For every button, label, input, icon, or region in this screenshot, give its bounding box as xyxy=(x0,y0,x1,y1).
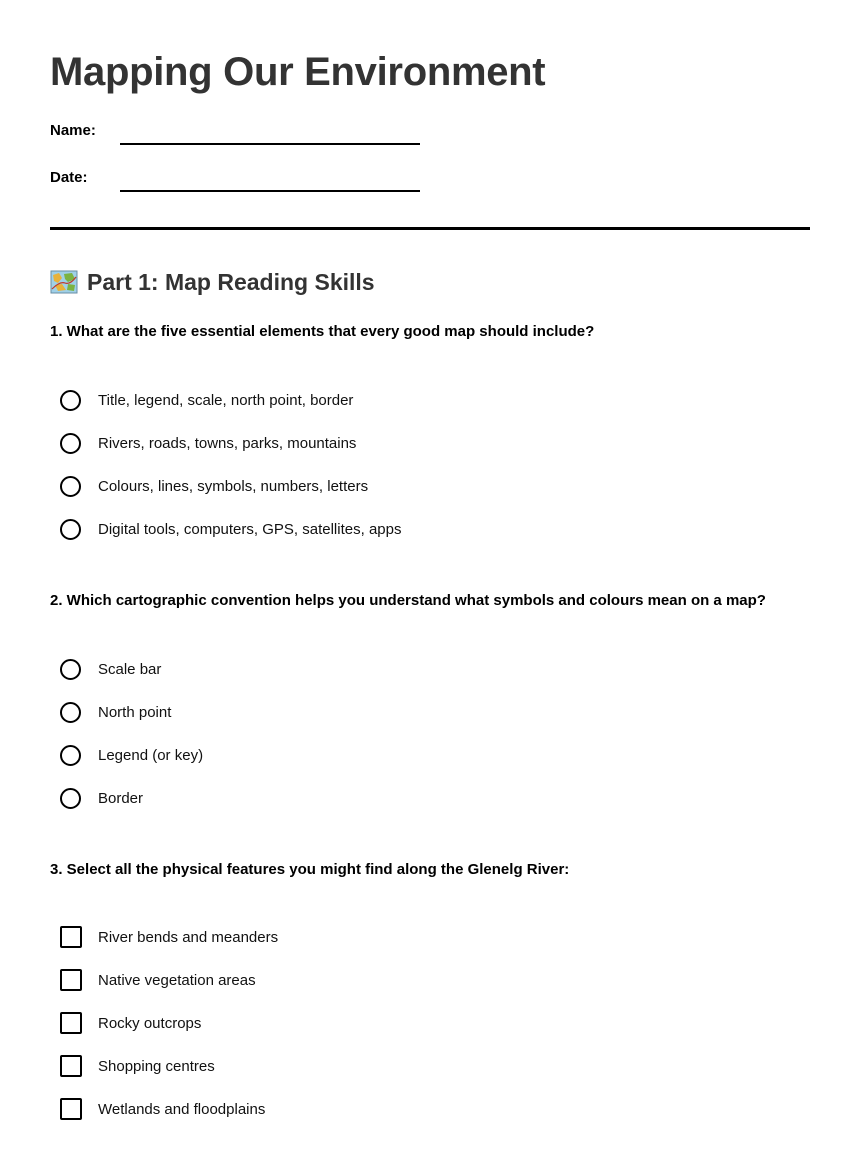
checkbox[interactable] xyxy=(60,1012,82,1034)
date-field[interactable] xyxy=(50,167,420,197)
question-1: 1. What are the five essential elements that every good map should include? xyxy=(50,323,595,340)
radio-button[interactable] xyxy=(60,519,81,540)
checkbox[interactable] xyxy=(60,1055,82,1077)
q2-option-1[interactable] xyxy=(60,656,161,682)
option-label: Native vegetation areas xyxy=(98,971,256,989)
question-2: 2. Which cartographic convention helps you understand what symbols and colours mean on a map? xyxy=(50,592,766,609)
q1-option-3[interactable] xyxy=(60,473,368,499)
radio-button[interactable] xyxy=(60,476,81,497)
checkbox[interactable] xyxy=(60,969,82,991)
map-icon xyxy=(50,269,78,295)
name-label: Name: xyxy=(50,122,96,139)
q3-option-1[interactable] xyxy=(60,924,278,950)
page-title: Mapping Our Environment xyxy=(50,50,546,94)
checkbox[interactable] xyxy=(60,1098,82,1120)
q1-option-1[interactable] xyxy=(60,387,353,413)
q1-option-2[interactable] xyxy=(60,430,356,456)
header-divider xyxy=(50,227,810,230)
radio-button[interactable] xyxy=(60,390,81,411)
question-3: 3. Select all the physical features you might find along the Glenelg River: xyxy=(50,861,570,878)
name-field[interactable] xyxy=(50,120,420,150)
option-label: River bends and meanders xyxy=(98,928,279,946)
q3-option-4[interactable] xyxy=(60,1053,215,1079)
q3-option-5[interactable] xyxy=(60,1096,265,1122)
radio-button[interactable] xyxy=(60,659,81,680)
q2-option-3[interactable] xyxy=(60,742,203,768)
q2-option-2[interactable] xyxy=(60,699,171,725)
option-label: North point xyxy=(98,703,172,721)
radio-button[interactable] xyxy=(60,788,81,809)
name-input-line[interactable] xyxy=(120,143,420,145)
option-label: Legend (or key) xyxy=(98,746,204,764)
q1-option-4[interactable] xyxy=(60,516,401,542)
q2-option-4[interactable] xyxy=(60,785,143,811)
option-label: Scale bar xyxy=(98,660,162,678)
option-label: Digital tools, computers, GPS, satellites, apps xyxy=(98,520,402,538)
option-label: Border xyxy=(98,789,144,807)
q3-option-2[interactable] xyxy=(60,967,256,993)
part-1-heading xyxy=(50,267,375,297)
date-label: Date: xyxy=(50,169,88,186)
checkbox[interactable] xyxy=(60,926,82,948)
part-1-title: Part 1: Map Reading Skills xyxy=(87,268,375,295)
option-label: Wetlands and floodplains xyxy=(98,1100,266,1118)
radio-button[interactable] xyxy=(60,702,81,723)
radio-button[interactable] xyxy=(60,433,81,454)
q3-option-3[interactable] xyxy=(60,1010,201,1036)
option-label: Colours, lines, symbols, numbers, letters xyxy=(98,477,369,495)
radio-button[interactable] xyxy=(60,745,81,766)
option-label: Rocky outcrops xyxy=(98,1014,202,1032)
option-label: Title, legend, scale, north point, border xyxy=(98,391,354,409)
option-label: Shopping centres xyxy=(98,1057,215,1075)
date-input-line[interactable] xyxy=(120,190,420,192)
option-label: Rivers, roads, towns, parks, mountains xyxy=(98,434,357,452)
